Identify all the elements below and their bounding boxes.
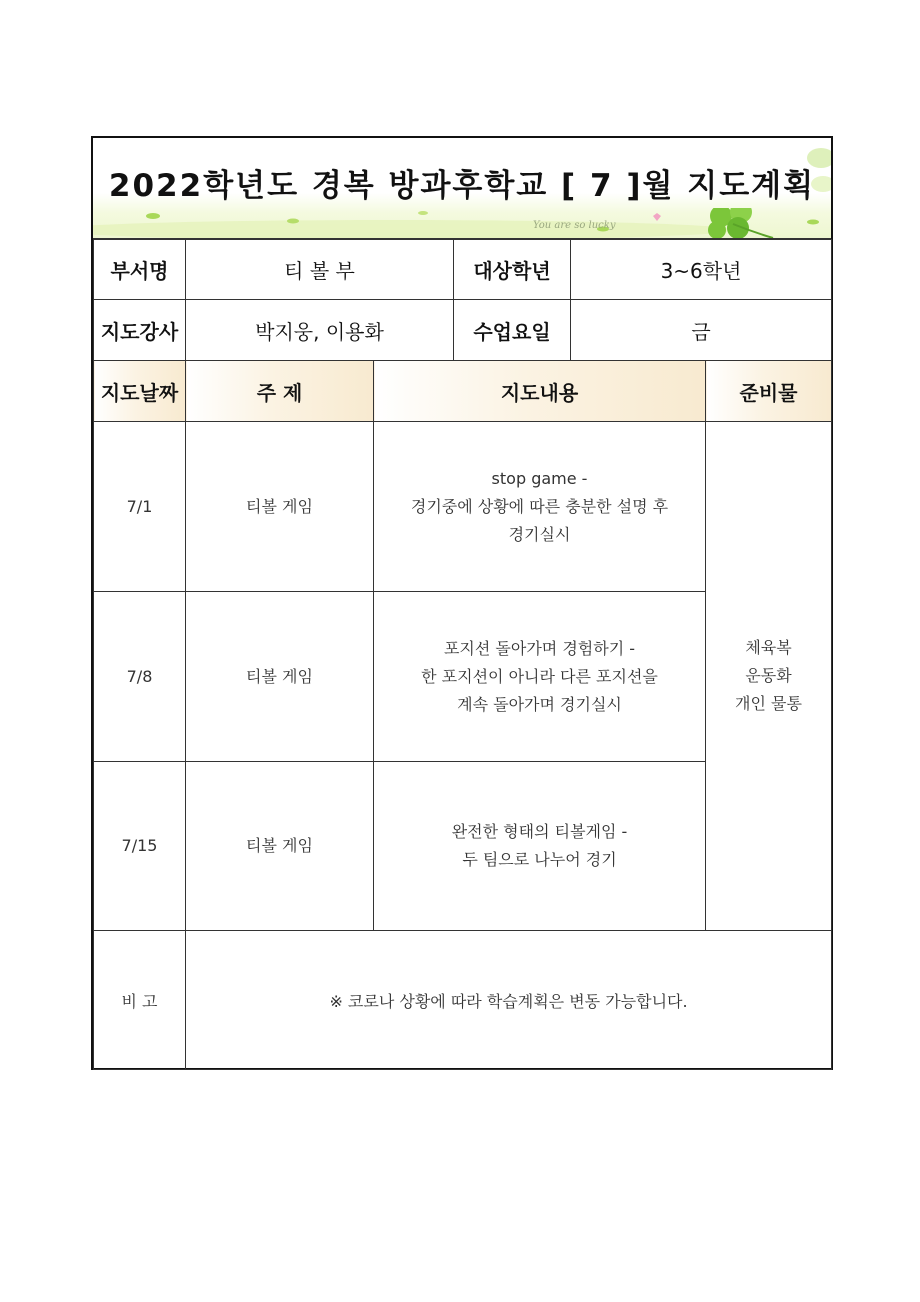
dept-value: 티 볼 부	[186, 240, 454, 300]
page-title: 2022학년도 경복 방과후학교 [ 7 ]월 지도계획	[108, 168, 816, 204]
grade-label: 대상학년	[454, 240, 571, 300]
table-row	[94, 422, 832, 592]
dept-label: 부서명	[94, 240, 186, 300]
grade-value: 3~6학년	[571, 240, 832, 300]
teacher-label: 지도강사	[94, 300, 186, 361]
row-topic: 티볼 게임	[186, 422, 374, 592]
day-value: 금	[571, 300, 832, 361]
header-materials: 준비물	[706, 361, 832, 422]
row-date: 7/1	[94, 422, 186, 592]
header-content: 지도내용	[374, 361, 706, 422]
decoration-caption: You are so lucky	[533, 220, 616, 231]
row-content: stop game - 경기중에 상황에 따른 충분한 설명 후 경기실시	[374, 422, 706, 592]
row-topic: 티볼 게임	[186, 592, 374, 762]
row-topic: 티볼 게임	[186, 762, 374, 931]
clover-decoration	[93, 208, 831, 238]
dept-row	[94, 240, 832, 300]
row-date: 7/8	[94, 592, 186, 762]
header-date: 지도날짜	[94, 361, 186, 422]
header-topic: 주 제	[186, 361, 374, 422]
row-date: 7/15	[94, 762, 186, 931]
plan-document	[91, 136, 833, 1070]
remarks-label: 비 고	[94, 931, 186, 1070]
plan-table	[93, 239, 832, 1070]
row-content: 포지션 돌아가며 경험하기 - 한 포지션이 아니라 다른 포지션을 계속 돌아가며 경기실시	[374, 592, 706, 762]
teacher-row	[94, 300, 832, 361]
remarks-text: ※ 코로나 상황에 따라 학습계획은 변동 가능합니다.	[186, 931, 832, 1070]
row-content: 완전한 형태의 티볼게임 - 두 팀으로 나누어 경기	[374, 762, 706, 931]
header-row	[94, 361, 832, 422]
day-label: 수업요일	[454, 300, 571, 361]
remarks-row	[94, 931, 832, 1070]
title-banner	[93, 138, 831, 239]
teacher-value: 박지웅, 이용화	[186, 300, 454, 361]
materials-cell: 체육복 운동화 개인 물통	[706, 422, 832, 931]
